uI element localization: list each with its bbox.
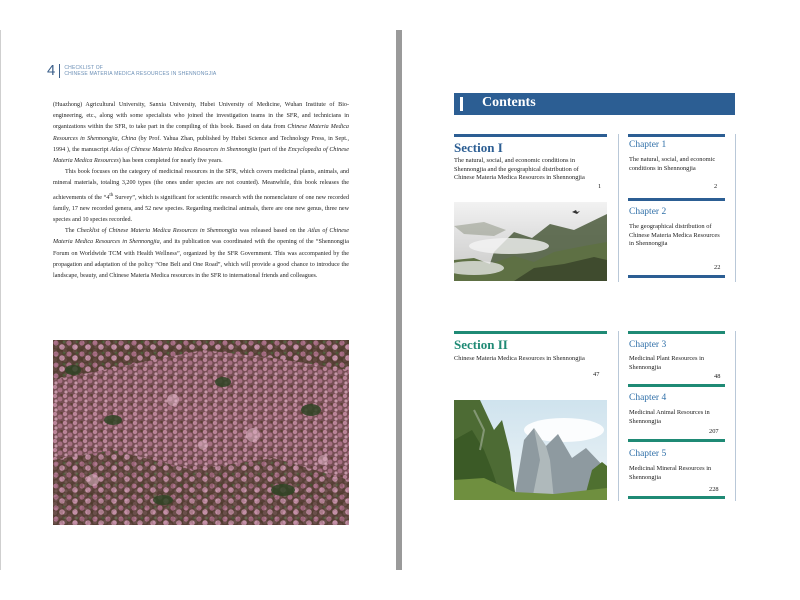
section-1-column-rule: [618, 134, 619, 282]
paragraph: [53, 226, 349, 282]
misty-forest-photo: [454, 202, 607, 281]
chapter-4-description: Medicinal Animal Resources in Shennongjia: [629, 409, 710, 425]
chapter-2-bottom-rule: [628, 275, 725, 278]
chapter-5-bottom-rule: [628, 496, 725, 499]
contents-header-bar: [454, 93, 735, 115]
chapter-4-page: 207: [709, 428, 719, 435]
chapter-1-page: 2: [714, 183, 718, 190]
header-divider: [59, 64, 60, 78]
section-1-column-rule-right: [735, 134, 736, 282]
running-head-text: [64, 65, 216, 77]
chapter-2-page: 22: [714, 264, 721, 271]
chapter-3-title: Chapter 3: [629, 340, 667, 350]
italic-title: Atlas of Chinese Materia Medica Resources in Shennongjia: [53, 228, 350, 246]
chapter-3-rule: [628, 331, 725, 334]
rhododendron-hillside-photo: [53, 340, 349, 525]
text-run: This book focuses on the category of medicinal resources in the SFR, which covers medicinal plants, animals, and mineral materials, totaling 3,200 types (the ones under species are not counted). Meanwhile, this book releases the achievements of the “4: [53, 169, 349, 201]
right-page: [402, 30, 800, 570]
paragraph: [53, 100, 349, 167]
chapter-5-rule: [628, 439, 725, 442]
italic-title: Checklist of Chinese Materia Medica Resources in Shennongjia: [76, 228, 238, 235]
text-run: , and its publication was coordinated with the opening of the “Shennongjia Forum on Worldwide TCM with Health Wellness”, organized by the SFR Government. This was accompanied by the propagation and adaptation of the policy “One Belt and One Road”, which will provide a good chance to introduce the landscape, beauty, and Chinese Materia Medica resources in the SFR to international friends and colleagues.: [53, 239, 349, 280]
section-2-column-rule: [618, 331, 619, 501]
text-run: (part of the: [257, 146, 289, 153]
contents-title: Contents: [482, 95, 536, 110]
chapter-4-rule: [628, 384, 725, 387]
italic-title: Atlas of Chinese Materia Medica Resources in Shennongjia: [110, 146, 258, 153]
chapter-2-rule: [628, 198, 725, 201]
section-2-description: Chinese Materia Medica Resources in Shennongjia: [454, 355, 585, 362]
italic-title: Encyclopedia of Chinese Materia Medica Resources: [53, 146, 349, 165]
chapter-1-rule: [628, 134, 725, 137]
text-run: was released based on the: [237, 228, 308, 235]
section-1-page: 1: [598, 183, 602, 190]
chapter-5-page: 228: [709, 486, 719, 493]
text-run: (by Prof. Yahua Zhan, published by Hubei Science and Technology Press, in Sept., 1994 ), the manuscript: [53, 135, 349, 153]
superscript: th: [109, 191, 114, 198]
chapter-5-description: Medicinal Mineral Resources in Shennongjia: [629, 465, 712, 481]
body-text: [53, 100, 349, 282]
section-1-rule: [454, 134, 607, 137]
text-run: (Huazhong) Agricultural University, Sanxia University, Hubei University of Medicine, Wuhan Institute of Bio-engineering, etc., along with some specialists who joined the investigation teams in the SFR, and technicians in organizations within the SFR, to take part in the compiling of this book. Based on data from: [53, 102, 349, 131]
page-number: 4: [47, 62, 56, 79]
chapter-2-description: The geographical distribution of Chinese Materia Medica Resources in Shennongjia: [629, 223, 720, 248]
running-head-line-2: CHINESE MATERIA MEDICA RESOURCES IN SHENNONGJIA: [64, 70, 217, 77]
text-run: Survey”, which is significant for scientific research with the nomenclature of one new recorded family, 17 new recorded genera, and 52 new species. Regarding medicinal animals, there are one new genus, three new species and 10 species recorded.: [53, 194, 350, 224]
section-2-title: Section II: [454, 337, 508, 352]
italic-title: Chinese Materia Medica Resources in Shennongjia, China: [53, 124, 349, 142]
chapter-1-title: Chapter 1: [629, 140, 667, 150]
header-bar-marker: [460, 97, 463, 111]
chapter-3-description: Medicinal Plant Resources in Shennongjia: [629, 355, 705, 371]
section-2-page: 47: [593, 371, 600, 378]
section-1-description: The natural, social, and economic conditions in Shennongjia and the geographical distribution of Chinese Materia Medica Resources in Shennongjia: [454, 157, 585, 182]
paragraph: [53, 167, 349, 226]
mountain-valley-photo: [454, 400, 607, 500]
chapter-1-description: The natural, social, and economic conditions in Shennongjia: [629, 156, 716, 172]
running-head-line-1: CHECKLIST OF: [64, 64, 104, 71]
running-head: [47, 63, 216, 78]
chapter-3-page: 48: [714, 373, 721, 380]
chapter-5-title: Chapter 5: [629, 449, 667, 459]
chapter-4-title: Chapter 4: [629, 393, 667, 403]
section-2-column-rule-right: [735, 331, 736, 501]
left-page: [0, 30, 396, 570]
section-2-rule: [454, 331, 607, 334]
chapter-2-title: Chapter 2: [629, 207, 667, 217]
text-run: ) has been completed for nearly five years.: [118, 158, 223, 165]
section-1-title: Section I: [454, 140, 503, 155]
text-run: The: [65, 228, 77, 235]
